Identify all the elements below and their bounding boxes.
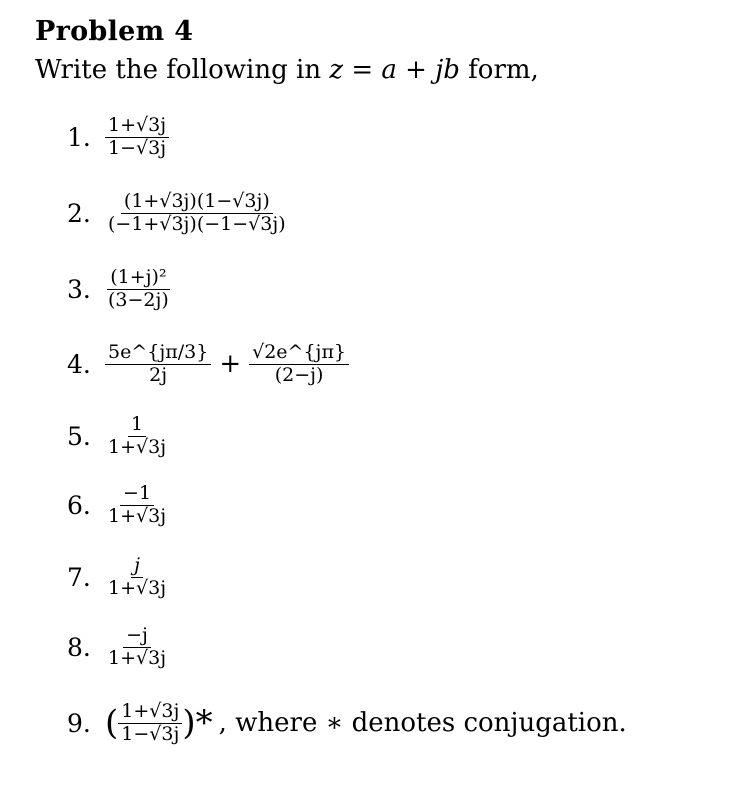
numerator: j: [131, 556, 143, 578]
denominator: (3−2j): [108, 288, 169, 311]
list-item-9: [67, 702, 627, 745]
plus-operator: +: [219, 349, 242, 380]
fraction: [105, 484, 169, 527]
denominator: 1+√3j: [108, 576, 167, 599]
denominator: 1−√3j: [121, 722, 180, 745]
item-number: 8.: [67, 632, 91, 662]
list-item-7: [67, 556, 169, 599]
denominator: (−1+√3j)(−1−√3j): [108, 212, 286, 235]
instruction-math: z = a + jb: [329, 55, 460, 85]
denominator: 2j: [149, 363, 168, 386]
item-number: 5.: [67, 421, 91, 451]
fraction: [118, 702, 182, 745]
conjugation-note: , where ∗ denotes conjugation.: [218, 708, 627, 739]
numerator: (1+√3j)(1−√3j): [121, 192, 273, 214]
fraction: [105, 626, 169, 669]
denominator: 1−√3j: [108, 136, 167, 159]
list-item-8: [67, 626, 169, 669]
numerator: 5e^{jπ/3}: [105, 343, 211, 365]
list-item-4: [67, 343, 349, 386]
list-item-5: [67, 415, 169, 458]
list-item-3: [67, 268, 172, 311]
denominator: 1+√3j: [108, 646, 167, 669]
item-number: 2.: [67, 198, 91, 228]
list-item-1: [67, 116, 169, 159]
fraction-term-1: [105, 343, 211, 386]
denominator: 1+√3j: [108, 504, 167, 527]
denominator: (2−j): [274, 363, 324, 386]
numerator: 1+√3j: [118, 702, 182, 724]
item-number: 9.: [67, 708, 91, 738]
list-item-6: [67, 484, 169, 527]
item-number: 3.: [67, 274, 91, 304]
numerator: −j: [123, 626, 151, 648]
close-paren-conjugate: )*: [182, 703, 213, 744]
fraction: [105, 556, 169, 599]
fraction: [105, 268, 172, 311]
open-paren: (: [105, 703, 119, 744]
denominator: 1+√3j: [108, 435, 167, 458]
list-item-2: [67, 192, 289, 235]
instruction-suffix: form,: [459, 55, 539, 85]
item-number: 6.: [67, 490, 91, 520]
item-number: 4.: [67, 349, 91, 379]
numerator: −1: [120, 484, 154, 506]
item-number: 1.: [67, 122, 91, 152]
numerator: √2e^{jπ}: [249, 343, 349, 365]
instruction-prefix: Write the following in: [35, 55, 330, 85]
item-number: 7.: [67, 562, 91, 592]
fraction: [105, 116, 169, 159]
page-title: Problem 4: [35, 16, 194, 47]
numerator: 1: [128, 415, 146, 437]
fraction-term-2: [249, 343, 349, 386]
fraction: [105, 192, 289, 235]
numerator: (1+j)²: [107, 268, 169, 290]
fraction: [105, 415, 169, 458]
numerator: 1+√3j: [105, 116, 169, 138]
instruction-line: [35, 55, 539, 85]
